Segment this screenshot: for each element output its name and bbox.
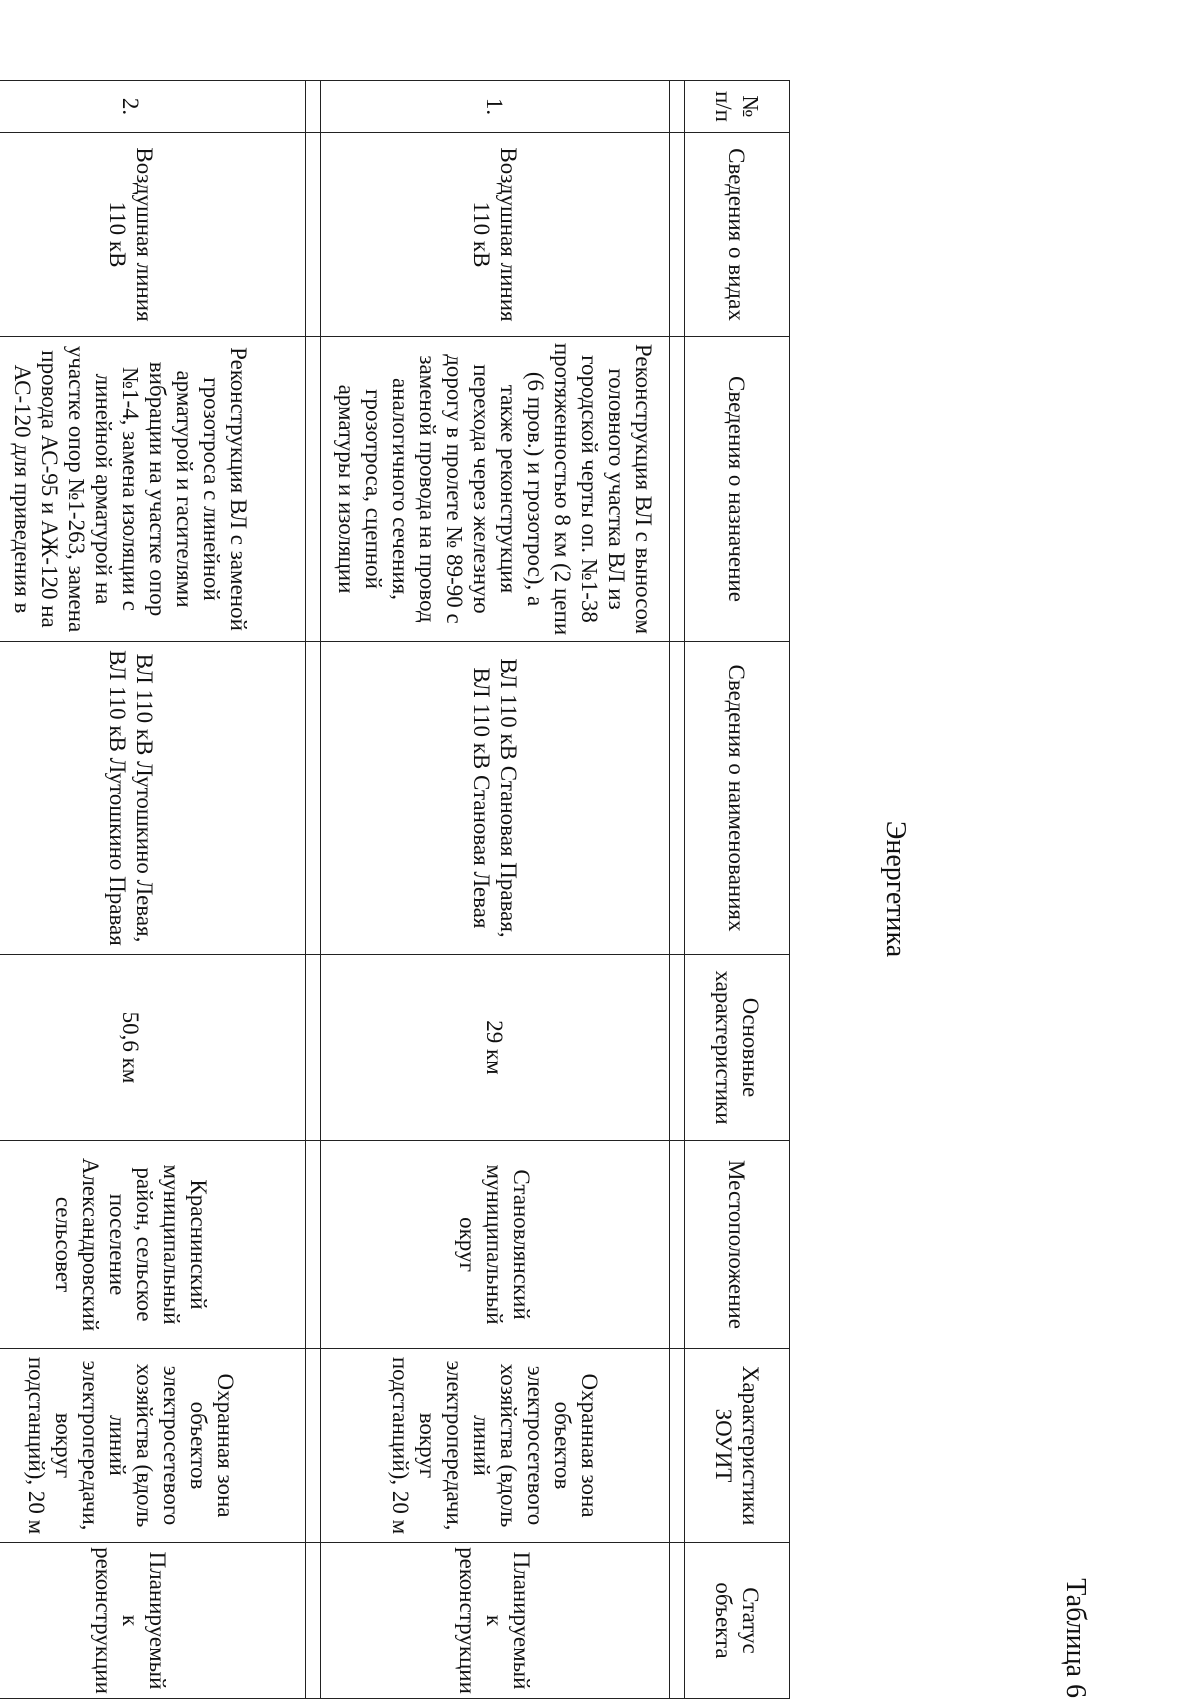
cell-purpose: Реконструкция ВЛ с выносом головного участка ВЛ из городской черты оп. №1-38 протяженностью 8 км (2 цепи (6 пров.) и грозотрос), а также реконструкция перехода через железную дорогу в пролете № 89-90 с заменой провода на провод аналогичного сечения, грозотроса, сцепной арматуры и изоляции <box>321 337 670 642</box>
cell-name: ВЛ 110 кВ Становая Правая, ВЛ 110 кВ Становая Левая <box>321 642 670 955</box>
cell-num: 2. <box>0 81 306 133</box>
cell-characteristics: 50,6 км <box>0 955 306 1141</box>
cell-purpose: Реконструкция ВЛ с заменой грозотроса с линейной арматурой и гасителями вибрации на участке опор №1-4, замена изоляции с линейной арматурой на участке опор №1-263, замена провода АС-95 и АЖ-120 на АС-120 для приведения в <box>0 337 306 642</box>
cell-type: Воздушная линия 110 кВ <box>0 133 306 337</box>
cell-name: ВЛ 110 кВ Лутошкино Левая, ВЛ 110 кВ Лутошкино Правая <box>0 642 306 955</box>
cell-location: Краснинский муниципальный район, сельское поселение Александровский сельсовет <box>0 1141 306 1349</box>
rotated-page <box>10 80 1091 1698</box>
header-zouit: Характеристики ЗОУИТ <box>685 1349 790 1543</box>
header-purpose: Сведения о назначение <box>685 337 790 642</box>
header-row <box>685 81 790 1699</box>
header-characteristics: Основные характеристики <box>685 955 790 1141</box>
header-num: № п/п <box>685 81 790 133</box>
cell-zouit: Охранная зона объектов электросетевого хозяйства (вдоль линий электропередачи, вокруг подстанций), 20 м <box>0 1349 306 1543</box>
cell-characteristics: 29 км <box>321 955 670 1141</box>
cell-type: Воздушная линия 110 кВ <box>321 133 670 337</box>
header-name: Сведения о наименованиях <box>685 642 790 955</box>
table-row <box>0 81 306 1699</box>
cell-status: Планируемый к реконструкции <box>321 1543 670 1699</box>
cell-status: Планируемый к реконструкции <box>0 1543 306 1699</box>
header-location: Местоположение <box>685 1141 790 1349</box>
header-type: Сведения о видах <box>685 133 790 337</box>
cell-zouit: Охранная зона объектов электросетевого хозяйства (вдоль линий электропередачи, вокруг подстанций), 20 м <box>321 1349 670 1543</box>
separator-row <box>306 81 321 1699</box>
separator-row <box>670 81 685 1699</box>
table-label: Таблица 6 <box>1060 1578 1091 1698</box>
cell-location: Становлянский муниципальный округ <box>321 1141 670 1349</box>
table-heading: Энергетика <box>880 820 911 958</box>
energy-table <box>0 80 790 1699</box>
cell-num: 1. <box>321 81 670 133</box>
table-row <box>321 81 670 1699</box>
header-status: Статус объекта <box>685 1543 790 1699</box>
